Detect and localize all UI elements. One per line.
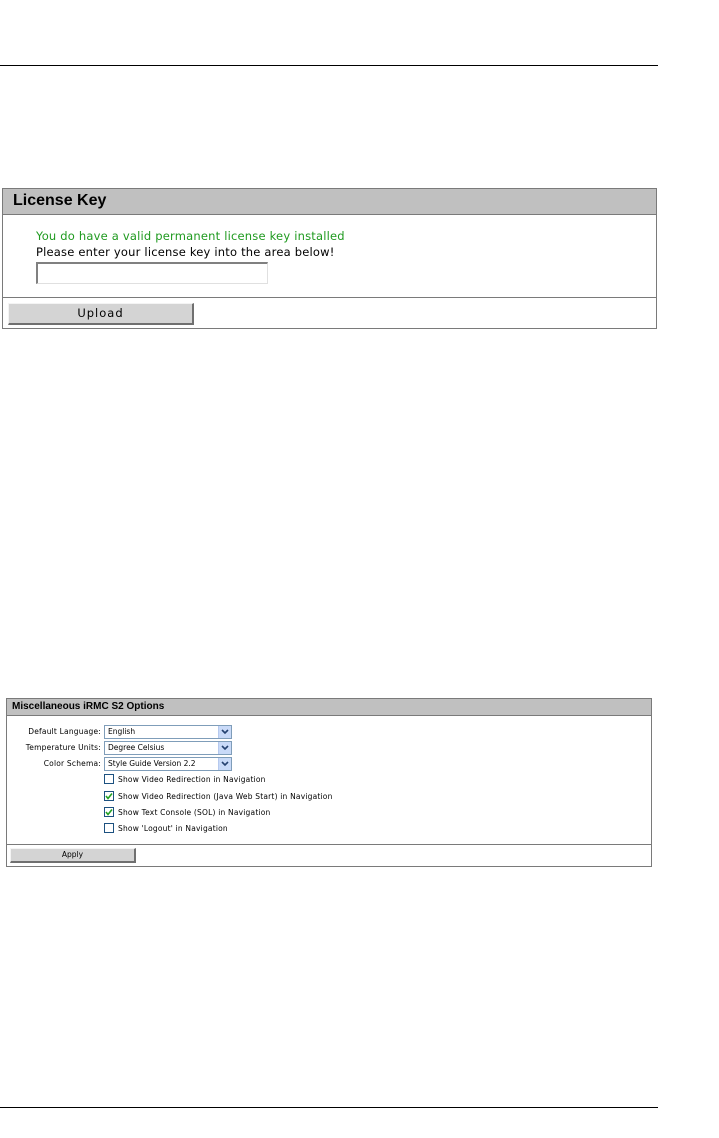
- video-redirection-jws-label: Show Video Redirection (Java Web Start) in Navigation: [118, 792, 333, 801]
- temperature-units-value: Degree Celsius: [108, 743, 165, 752]
- color-schema-value: Style Guide Version 2.2: [108, 759, 196, 768]
- license-status-message: You do have a valid permanent license key installed: [36, 229, 345, 243]
- color-schema-row: [7, 757, 247, 771]
- temperature-units-select[interactable]: [104, 741, 232, 755]
- license-key-footer: [3, 298, 656, 328]
- license-key-textarea[interactable]: [36, 262, 268, 284]
- chevron-down-icon[interactable]: [218, 742, 231, 754]
- chevron-down-icon[interactable]: [218, 726, 231, 738]
- option-video-redirection[interactable]: [104, 774, 444, 786]
- option-video-redirection-jws[interactable]: [104, 791, 444, 803]
- misc-options-body: [7, 716, 651, 845]
- default-language-label: Default Language:: [28, 727, 101, 736]
- license-key-title: License Key: [3, 189, 656, 215]
- video-redirection-checkbox[interactable]: [104, 774, 114, 784]
- bottom-divider: [0, 1107, 658, 1108]
- default-language-row: [7, 725, 247, 739]
- license-key-panel: [2, 188, 657, 329]
- chevron-down-icon[interactable]: [218, 758, 231, 770]
- video-redirection-jws-checkbox[interactable]: [104, 791, 114, 801]
- misc-options-title: Miscellaneous iRMC S2 Options: [7, 699, 651, 716]
- default-language-value: English: [108, 727, 136, 736]
- logout-label: Show 'Logout' in Navigation: [118, 824, 228, 833]
- license-key-body: [3, 215, 656, 298]
- upload-button[interactable]: Upload: [8, 303, 194, 325]
- logout-checkbox[interactable]: [104, 823, 114, 833]
- top-divider: [0, 65, 658, 66]
- default-language-select[interactable]: [104, 725, 232, 739]
- text-console-label: Show Text Console (SOL) in Navigation: [118, 808, 271, 817]
- video-redirection-label: Show Video Redirection in Navigation: [118, 775, 266, 784]
- option-logout[interactable]: [104, 823, 444, 835]
- color-schema-select[interactable]: [104, 757, 232, 771]
- license-prompt: Please enter your license key into the area below!: [36, 245, 335, 259]
- text-console-checkbox[interactable]: [104, 807, 114, 817]
- apply-button[interactable]: Apply: [10, 848, 136, 863]
- option-text-console[interactable]: [104, 807, 444, 819]
- temperature-units-row: [7, 741, 247, 755]
- color-schema-label: Color Schema:: [43, 759, 101, 768]
- temperature-units-label: Temperature Units:: [25, 743, 101, 752]
- misc-options-panel: [6, 698, 652, 867]
- misc-options-footer: [7, 845, 651, 866]
